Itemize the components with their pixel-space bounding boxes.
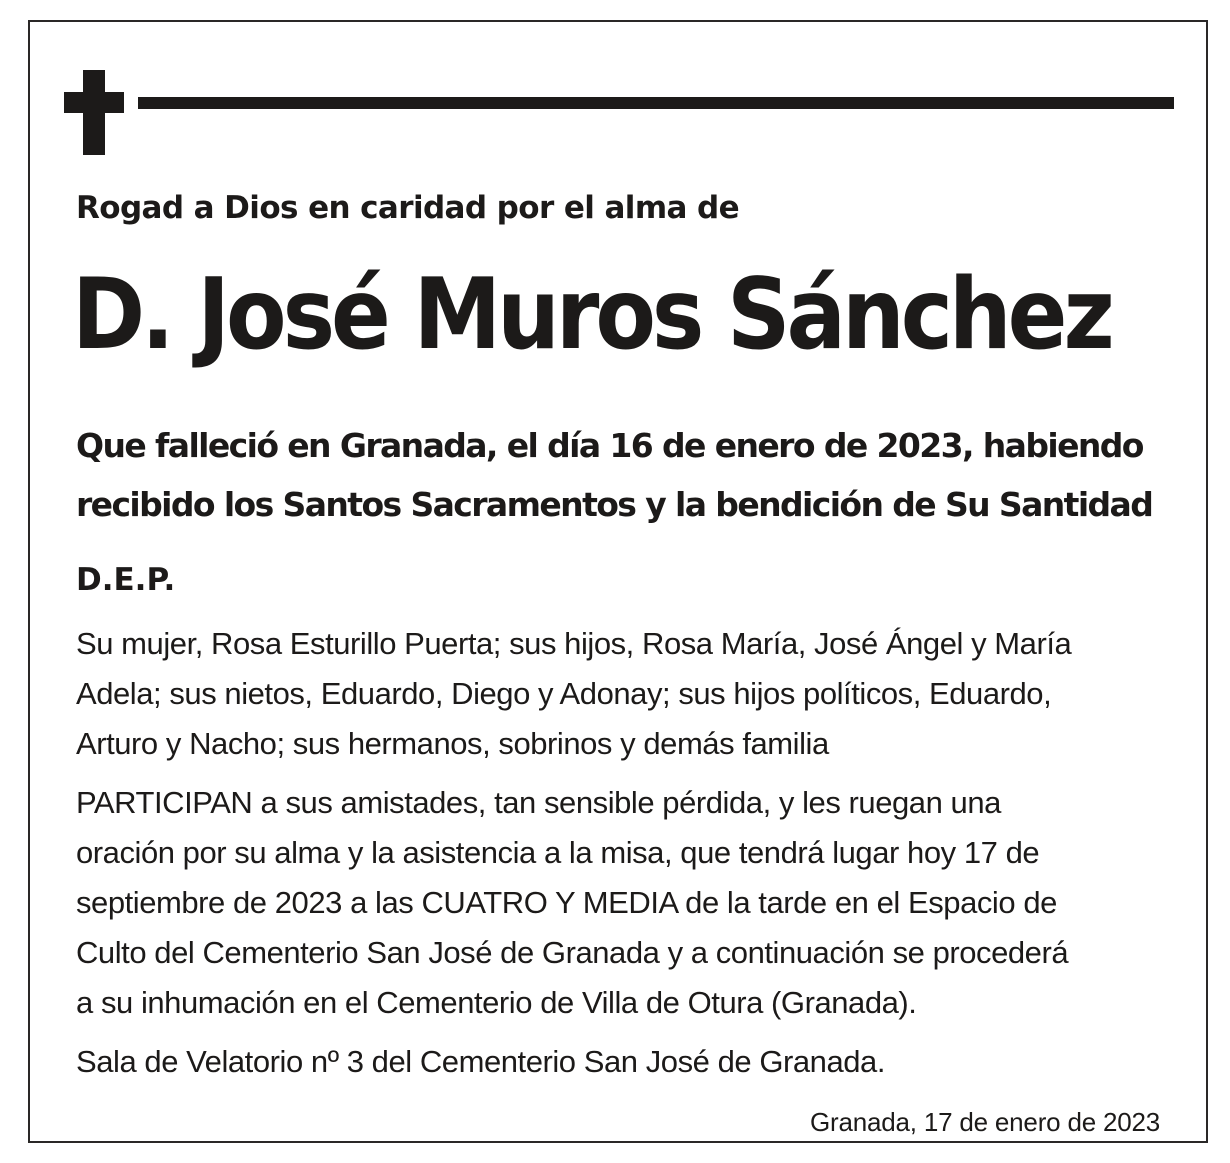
dep-text: D.E.P. xyxy=(76,562,176,598)
sala-line: Sala de Velatorio nº 3 del Cementerio San José de Granada. xyxy=(76,1044,885,1079)
participan-line-4: Culto del Cementerio San José de Granada y a continuación se procederá xyxy=(76,935,1069,970)
notice-border xyxy=(28,20,1208,1143)
family-line-1: Su mujer, Rosa Esturillo Puerta; sus hijos, Rosa María, José Ángel y María xyxy=(76,626,1072,661)
death-line-1: Que falleció en Granada, el día 16 de enero de 2023, habiendo xyxy=(76,426,1143,465)
participan-line-2: oración por su alma y la asistencia a la misa, que tendrá lugar hoy 17 de xyxy=(76,835,1040,870)
deceased-name: D. José Muros Sánchez xyxy=(72,258,1111,372)
family-line-2: Adela; sus nietos, Eduardo, Diego y Adonay; sus hijos políticos, Eduardo, xyxy=(76,676,1052,711)
intro-text: Rogad a Dios en caridad por el alma de xyxy=(76,190,740,226)
header-rule xyxy=(138,97,1174,109)
death-line-2: recibido los Santos Sacramentos y la bendición de Su Santidad xyxy=(76,485,1153,524)
participan-line-3: septiembre de 2023 a las CUATRO Y MEDIA de la tarde en el Espacio de xyxy=(76,885,1057,920)
participan-line-1: PARTICIPAN a sus amistades, tan sensible pérdida, y les ruegan una xyxy=(76,785,1001,820)
family-line-3: Arturo y Nacho; sus hermanos, sobrinos y demás familia xyxy=(76,726,829,761)
participan-line-5: a su inhumación en el Cementerio de Villa de Otura (Granada). xyxy=(76,985,917,1020)
cross-icon xyxy=(64,70,124,155)
footer-date: Granada, 17 de enero de 2023 xyxy=(810,1107,1161,1137)
